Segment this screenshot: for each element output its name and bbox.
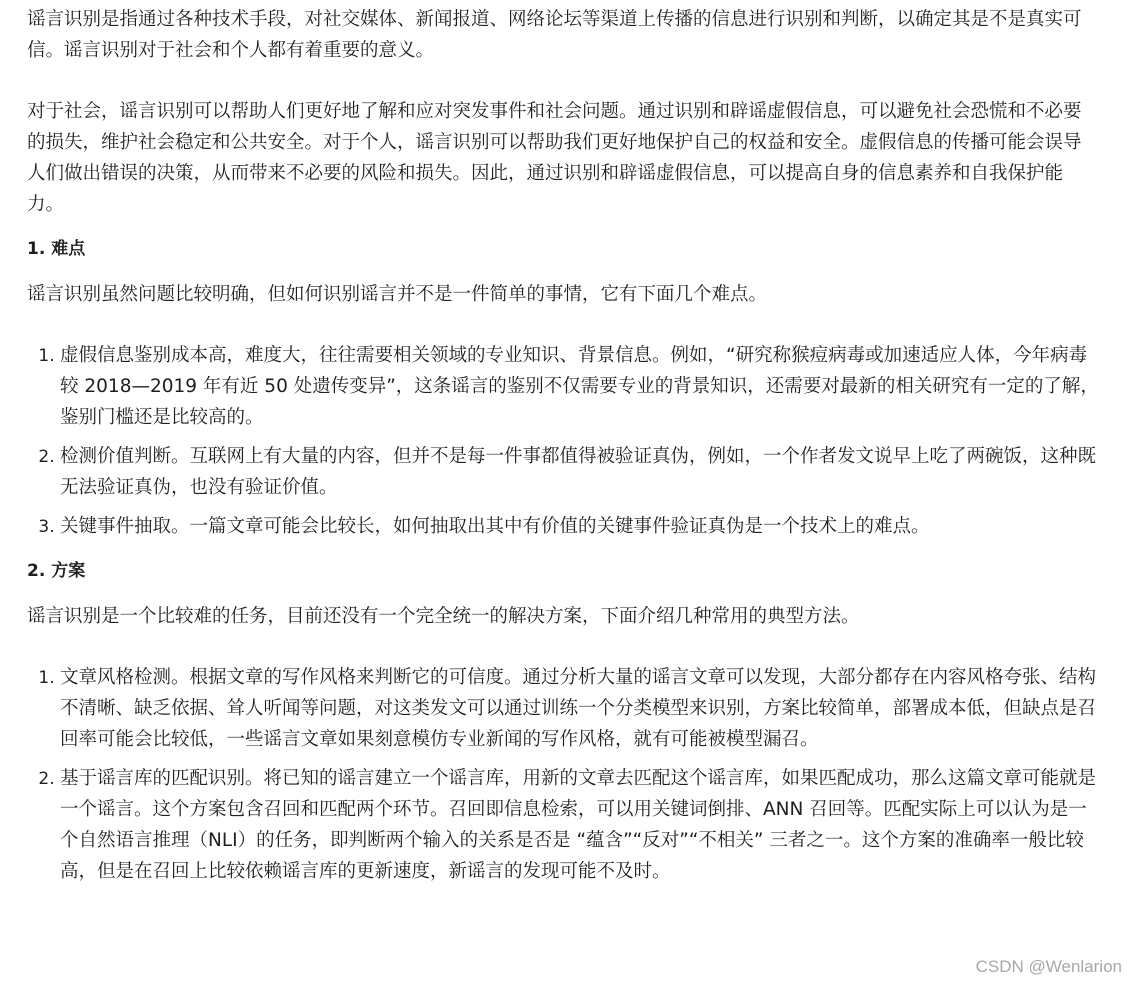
- list-item: 2. 基于谣言库的匹配识别。将已知的谣言建立一个谣言库，用新的文章去匹配这个谣言库，如果匹配成功，那么这篇文章可能就是一个谣言。这个方案包含召回和匹配两个环节。召回即信息检索，可以用关键词倒排、ANN 召回等。匹配实际上可以认为是一个自然语言推理（NLI）的任务，即判断两个输入的关系是否是 “蕴含”“反对”“不相关” 三者之一。这个方案的准确率一般比较高，但是在召回上比较依赖谣言库的更新速度，新谣言的发现可能不及时。: [60, 763, 1099, 887]
- intro-paragraph-1: 谣言识别是指通过各种技术手段，对社交媒体、新闻报道、网络论坛等渠道上传播的信息进行识别和判断，以确定其是不是真实可信。谣言识别对于社会和个人都有着重要的意义。: [27, 9, 1082, 61]
- section-lead-difficulties: 谣言识别虽然问题比较明确，但如何识别谣言并不是一件简单的事情，它有下面几个难点。: [27, 284, 768, 305]
- section-heading-difficulties: 1. 难点: [27, 239, 86, 259]
- section-heading-solutions: 2. 方案: [27, 561, 86, 581]
- solutions-list: [27, 662, 1099, 887]
- list-item: 3. 关键事件抽取。一篇文章可能会比较长，如何抽取出其中有价值的关键事件验证真伪是一个技术上的难点。: [60, 511, 1099, 542]
- article: [27, 4, 1099, 887]
- difficulties-list: [27, 340, 1099, 542]
- csdn-watermark: CSDN @Wenlarion: [975, 957, 1122, 976]
- list-item: 1. 文章风格检测。根据文章的写作风格来判断它的可信度。通过分析大量的谣言文章可以发现，大部分都存在内容风格夸张、结构不清晰、缺乏依据、耸人听闻等问题，对这类发文可以通过训练一个分类模型来识别，方案比较简单，部署成本低，但缺点是召回率可能会比较低，一些谣言文章如果刻意模仿专业新闻的写作风格，就有可能被模型漏召。: [60, 662, 1099, 755]
- list-item: 2. 检测价值判断。互联网上有大量的内容，但并不是每一件事都值得被验证真伪，例如，一个作者发文说早上吃了两碗饭，这种既无法验证真伪，也没有验证价值。: [60, 441, 1099, 503]
- intro-paragraph-2: 对于社会，谣言识别可以帮助人们更好地了解和应对突发事件和社会问题。通过识别和辟谣虚假信息，可以避免社会恐慌和不必要的损失，维护社会稳定和公共安全。对于个人，谣言识别可以帮助我们更好地保护自己的权益和安全。虚假信息的传播可能会误导人们做出错误的决策，从而带来不必要的风险和损失。因此，通过识别和辟谣虚假信息，可以提高自身的信息素养和自我保护能力。: [27, 101, 1082, 215]
- section-lead-solutions: 谣言识别是一个比较难的任务，目前还没有一个完全统一的解决方案，下面介绍几种常用的典型方法。: [27, 606, 860, 627]
- list-item: 1. 虚假信息鉴别成本高，难度大，往往需要相关领域的专业知识、背景信息。例如，“研究称猴痘病毒或加速适应人体，今年病毒较 2018—2019 年有近 50 处遗传变异”，这条谣言的鉴别不仅需要专业的背景知识，还需要对最新的相关研究有一定的了解，鉴别门槛还是比较高的。: [60, 340, 1099, 433]
